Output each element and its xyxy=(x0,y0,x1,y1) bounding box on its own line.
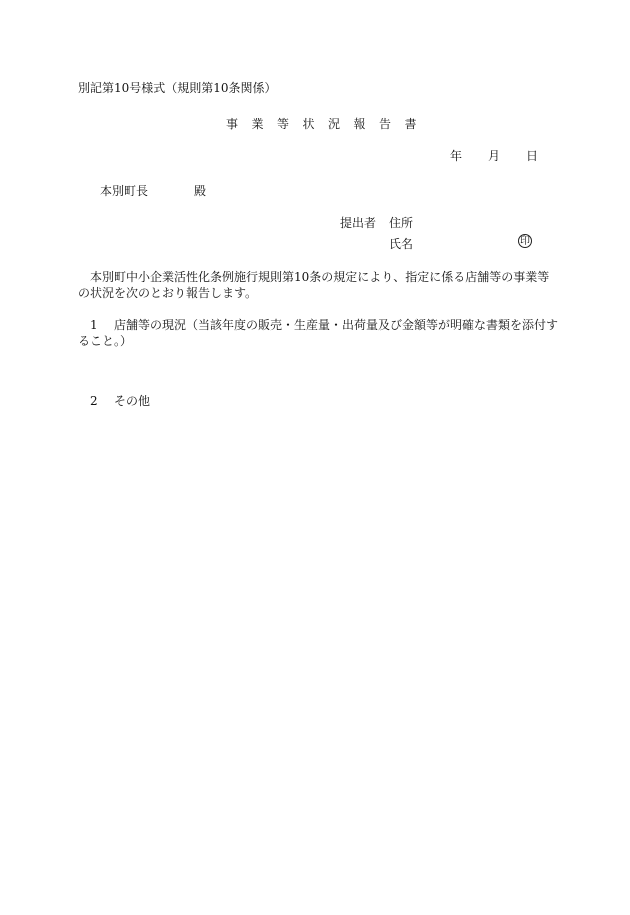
document-title: 事業等状況報告書 xyxy=(226,117,431,131)
day-label: 日 xyxy=(526,149,539,163)
section-item xyxy=(78,393,560,409)
section-text: 店舗等の現況（当該年度の販売・生産量・出荷量及び金額等が明確な書類を添付すること。） xyxy=(78,318,559,348)
month-label: 月 xyxy=(488,149,501,163)
address-label: 住所 xyxy=(389,216,414,230)
form-header: 別記第10号様式（規則第10条関係） xyxy=(78,81,277,95)
date-line xyxy=(450,149,538,163)
seal-mark: 印 xyxy=(520,236,530,247)
report-body-text: 本別町中小企業活性化条例施行規則第10条の規定により、指定に係る店舗等の事業等の状況を次のとおり報告します。 xyxy=(78,270,550,300)
addressee xyxy=(100,184,206,198)
year-label: 年 xyxy=(450,149,463,163)
section-text: その他 xyxy=(114,394,151,408)
applicant-label: 提出者 xyxy=(340,216,377,230)
section-item xyxy=(78,317,560,349)
name-label: 氏名 xyxy=(389,237,414,251)
addressee-honorific: 殿 xyxy=(194,184,207,198)
section-number: 2 xyxy=(90,394,98,408)
section-number: 1 xyxy=(90,318,98,332)
addressee-name: 本別町長 xyxy=(100,184,149,198)
